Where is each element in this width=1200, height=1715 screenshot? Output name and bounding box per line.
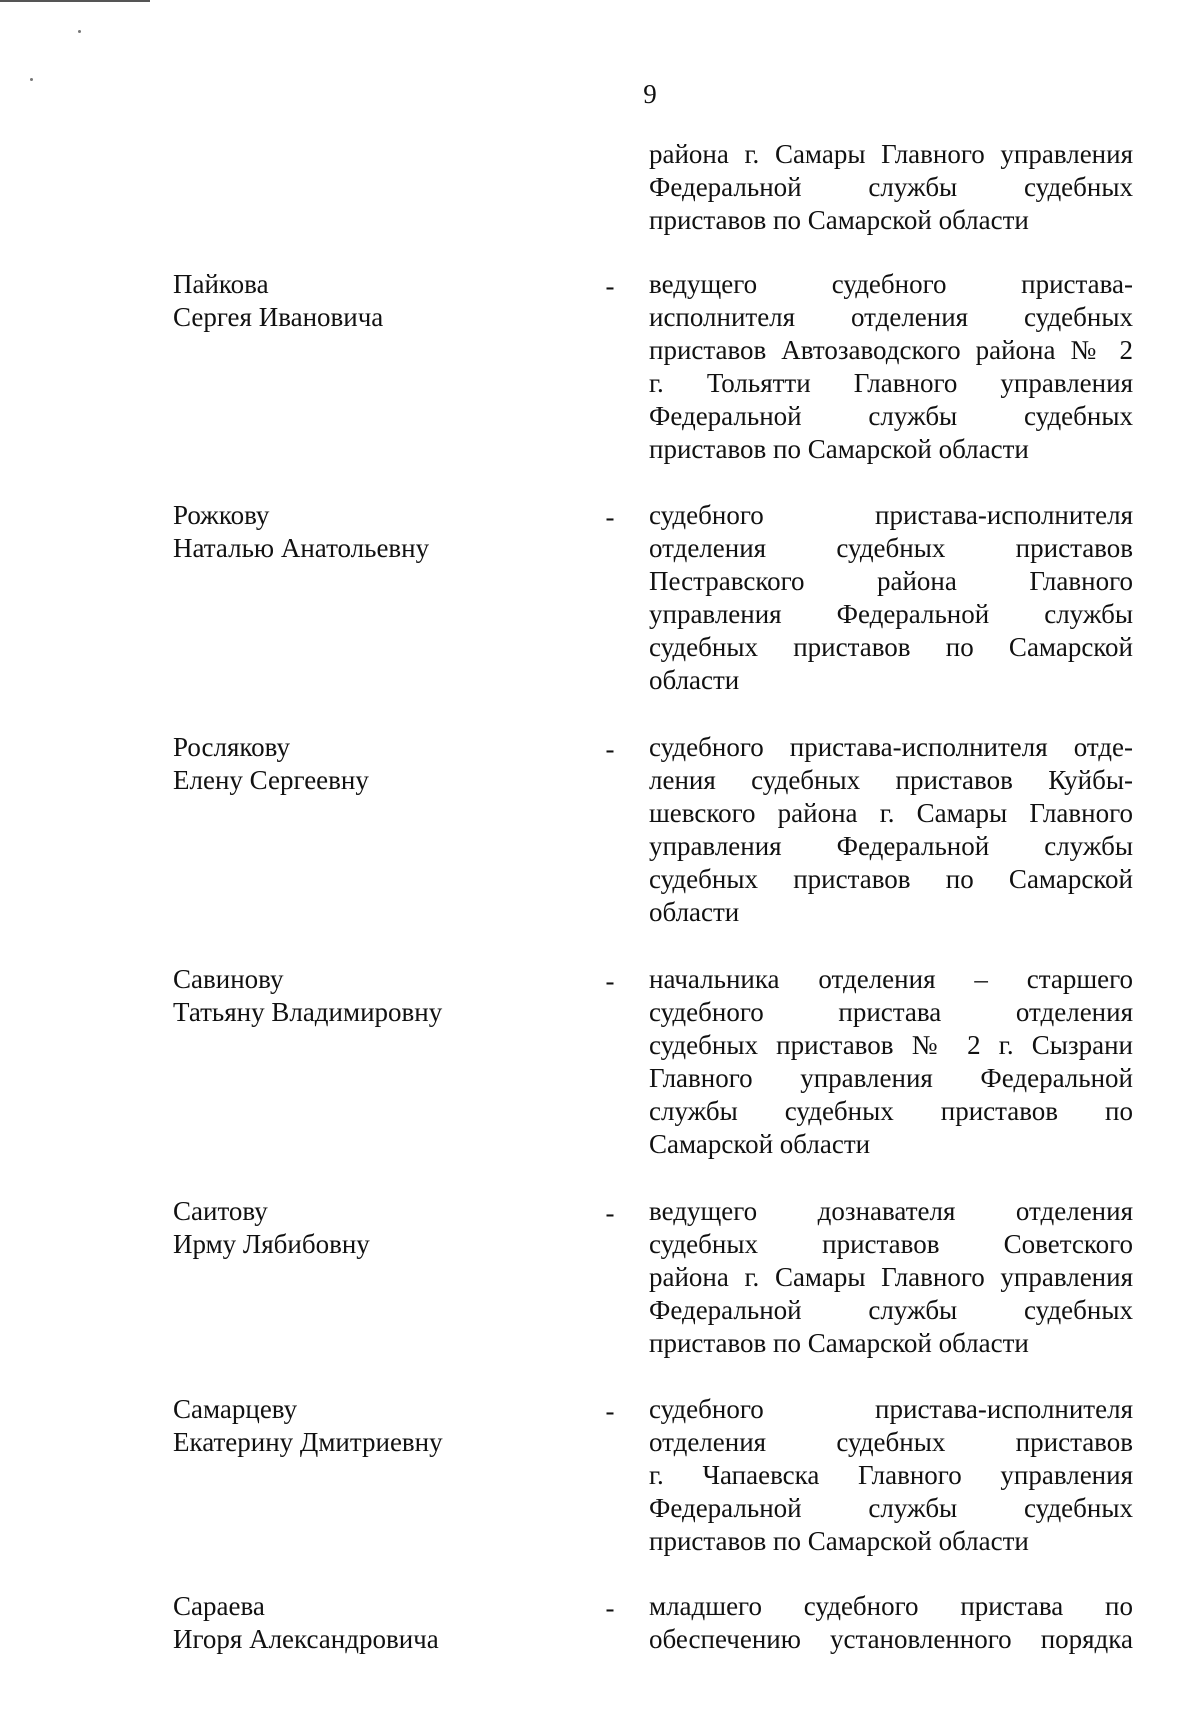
surname: Рослякову — [173, 732, 290, 762]
position-description — [649, 1195, 1133, 1360]
dash-separator: - — [605, 1396, 615, 1426]
text-line: судебных приставов по Самарской — [649, 632, 1133, 662]
text-line: Федеральной службы судебных — [649, 1493, 1133, 1523]
position-description — [649, 268, 1133, 466]
text-line: Федеральной службы судебных — [649, 401, 1133, 431]
text-line: исполнителя отделения судебных — [649, 302, 1133, 332]
text-line: судебного пристава-исполнителя — [649, 500, 1133, 530]
text-line: отделения судебных приставов — [649, 533, 1133, 563]
text-line: Пестравского района Главного — [649, 566, 1133, 596]
dash-separator: - — [605, 502, 615, 532]
dash-separator: - — [605, 1593, 615, 1623]
given-names: Екатерину Дмитриевну — [173, 1427, 443, 1457]
text-line: района г. Самары Главного управления — [649, 1262, 1133, 1292]
text-line: шевского района г. Самары Главного — [649, 798, 1133, 828]
surname: Самарцеву — [173, 1394, 298, 1424]
text-line: обеспечению установленного порядка — [649, 1624, 1133, 1654]
text-line: области — [649, 897, 740, 927]
text-line: ления судебных приставов Куйбы- — [649, 765, 1133, 795]
scan-edge-rule — [0, 0, 150, 2]
surname: Пайкова — [173, 269, 269, 299]
text-line: судебных приставов Советского — [649, 1229, 1133, 1259]
text-line: начальника отделения – старшего — [649, 964, 1133, 994]
text-line: отделения судебных приставов — [649, 1427, 1133, 1457]
given-names: Сергея Ивановича — [173, 302, 384, 332]
dash-separator: - — [605, 966, 615, 996]
scan-speck — [78, 30, 81, 33]
text-line: управления Федеральной службы — [649, 831, 1133, 861]
surname: Саитову — [173, 1196, 268, 1226]
text-line: приставов по Самарской области — [649, 1328, 1029, 1358]
text-line: области — [649, 665, 740, 695]
text-line: ведущего дознавателя отделения — [649, 1196, 1133, 1226]
position-description — [649, 731, 1133, 929]
scan-speck — [30, 78, 33, 81]
text-line: судебного пристава-исполнителя отде- — [649, 732, 1133, 762]
text-line: судебных приставов по Самарской — [649, 864, 1133, 894]
surname: Сараева — [173, 1591, 265, 1621]
dash-separator: - — [605, 734, 615, 764]
text-line: приставов по Самарской области — [649, 1526, 1029, 1556]
text-line: приставов по Самарской области — [649, 205, 1029, 235]
text-line: судебных приставов № 2 г. Сызрани — [649, 1030, 1133, 1060]
text-line: приставов Автозаводского района № 2 — [649, 335, 1133, 365]
text-line: судебного пристава отделения — [649, 997, 1133, 1027]
given-names: Игоря Александровича — [173, 1624, 439, 1654]
continuation-text — [649, 138, 1133, 237]
text-line: младшего судебного пристава по — [649, 1591, 1133, 1621]
person-name — [173, 1393, 553, 1459]
dash-separator: - — [605, 271, 615, 301]
surname: Савинову — [173, 964, 284, 994]
given-names: Ирму Лябибовну — [173, 1229, 370, 1259]
text-line: Федеральной службы судебных — [649, 172, 1133, 202]
person-name — [173, 499, 553, 565]
person-name — [173, 1195, 553, 1261]
position-description — [649, 1393, 1133, 1558]
person-name — [173, 731, 553, 797]
text-line: района г. Самары Главного управления — [649, 139, 1133, 169]
text-line: ведущего судебного пристава- — [649, 269, 1133, 299]
person-name — [173, 1590, 553, 1656]
text-line: г. Чапаевска Главного управления — [649, 1460, 1133, 1490]
text-line: приставов по Самарской области — [649, 434, 1029, 464]
text-line: г. Тольятти Главного управления — [649, 368, 1133, 398]
person-name — [173, 963, 553, 1029]
position-description — [649, 1590, 1133, 1656]
given-names: Наталью Анатольевну — [173, 533, 430, 563]
position-description — [649, 499, 1133, 697]
given-names: Елену Сергеевну — [173, 765, 369, 795]
text-line: Федеральной службы судебных — [649, 1295, 1133, 1325]
dash-separator: - — [605, 1198, 615, 1228]
text-line: управления Федеральной службы — [649, 599, 1133, 629]
person-name — [173, 268, 553, 334]
surname: Рожкову — [173, 500, 270, 530]
given-names: Татьяну Владимировну — [173, 997, 443, 1027]
page-number: 9 — [643, 79, 657, 109]
text-line: службы судебных приставов по — [649, 1096, 1133, 1126]
text-line: судебного пристава-исполнителя — [649, 1394, 1133, 1424]
text-line: Главного управления Федеральной — [649, 1063, 1133, 1093]
text-line: Самарской области — [649, 1129, 871, 1159]
position-description — [649, 963, 1133, 1161]
